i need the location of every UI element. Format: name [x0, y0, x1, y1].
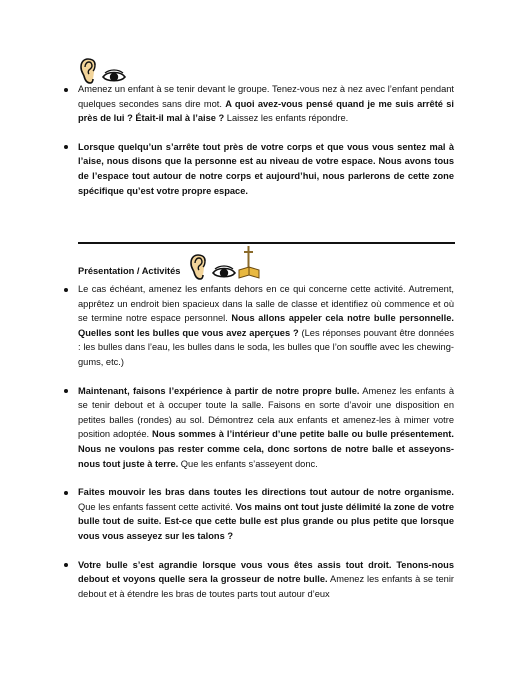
list-item — [78, 485, 454, 543]
book-cross-icon — [238, 246, 260, 280]
text-run: Le cas échéant, amenez les enfants dehors en ce qui concerne cette activité. Autrement, apprêtez un endroit bien spacieux dans la salle de classe et identifiez où commence et où se termine notre espace personnel. — [78, 284, 454, 324]
bold-text-run: Nous allons appeler cela notre bulle personnelle. Quelles sont les bulles que vous avez aperçues ? — [78, 313, 454, 338]
bold-text-run: Votre bulle s’est agrandie lorsque vous vous êtes assis tout droit. Tenons-nous debout et voyons quelle sera la grosseur de notre bulle. — [78, 559, 454, 585]
section-title: Présentation / Activités — [78, 266, 181, 276]
text-run: Amenez les enfants à se tenir debout et à étendre les bras de toutes parts tout autour d’eux — [78, 574, 455, 599]
eye-icon — [212, 264, 236, 280]
section-icon-group — [190, 246, 260, 280]
top-icon-group — [80, 58, 126, 84]
text-run: (Les réponses pouvant être données : les bulles dans l’eau, les bulles dans le soda, les bulles que l’on souffle avec les chewing-gums, etc.) — [78, 327, 454, 367]
activities-bullet-list — [78, 282, 454, 615]
ear-icon — [80, 58, 100, 84]
list-item — [78, 282, 454, 370]
text-run: Amenez un enfant à se tenir devant le groupe. Tenez-vous nez à nez avec l’enfant pendant quelques secondes sans dire mot. — [78, 84, 454, 109]
list-item — [78, 82, 454, 126]
bold-text-run: A quoi avez-vous pensé quand je me suis arrêté si près de lui ? Était-il mal à l’aise ? — [78, 98, 455, 124]
list-item — [78, 384, 454, 472]
bold-text-run: Lorsque quelqu’un s’arrête tout près de votre corps et que vous vous sentez mal à l’aise, nous disons que la personne est au niveau de votre espace. Nous avons tous de l’espace tout autour de notre corps et aujourd’hui, nous parlerons de cette zone spécifique qu’est votre propre espace. — [78, 141, 454, 196]
bold-text-run: Faites mouvoir les bras dans toutes les directions tout autour de notre organisme. — [78, 487, 454, 498]
text-run: Que les enfants s’asseyent donc. — [178, 458, 318, 469]
text-run: Amenez les enfants à se tenir debout et à occuper toute la salle. Faisons en sorte d’avoir une disposition en petites balles (rondes) au sol. Démontrez cela aux enfants et amenez-les à mimer votre position adoptée. — [78, 385, 454, 440]
bold-text-run: Vos mains ont tout juste délimité la zone de votre bulle tout de suite. Est-ce que cette bulle est plus grande ou plus petite que lorsque vous vous asseyez sur les talons ? — [78, 501, 454, 541]
list-item — [78, 558, 454, 602]
ear-icon — [190, 254, 210, 280]
list-item — [78, 140, 454, 198]
bold-text-run: Maintenant, faisons l’expérience à partir de notre propre bulle. — [78, 385, 360, 396]
text-run: Laissez les enfants répondre. — [224, 113, 349, 124]
intro-bullet-list — [78, 82, 454, 212]
bold-text-run: Nous sommes à l’intérieur d’une petite balle ou bulle présentement. Nous ne voulons pas rester comme cela, donc sortons de notre balle et asseyons-nous tout juste à terre. — [78, 429, 454, 469]
section-divider — [78, 242, 455, 244]
text-run: Que les enfants fassent cette activité. — [78, 501, 236, 512]
